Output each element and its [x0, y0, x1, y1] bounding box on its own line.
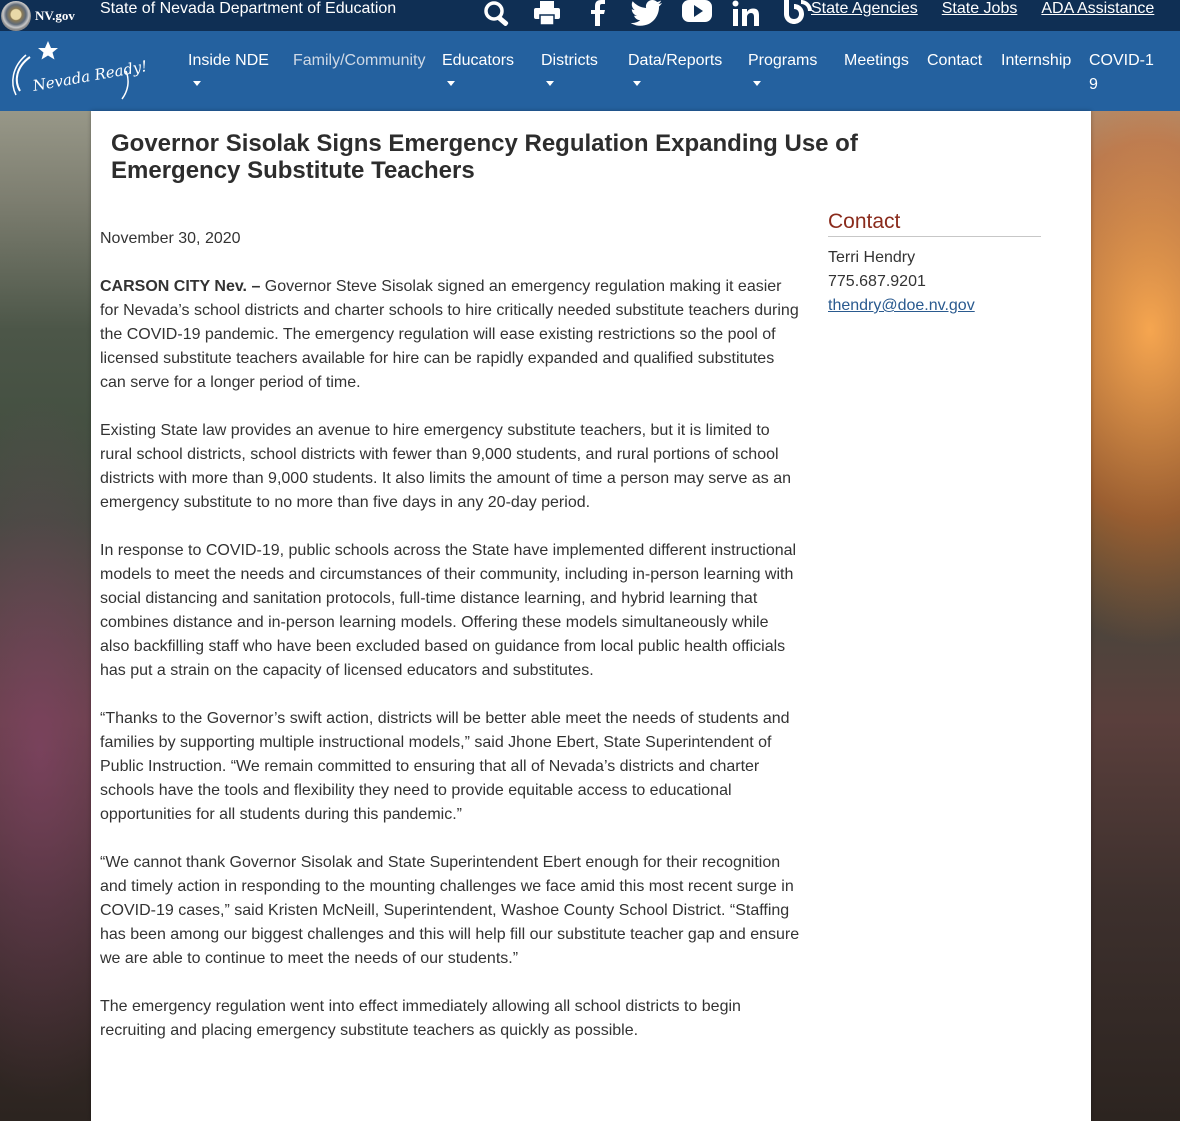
nav-meetings[interactable]: [844, 49, 909, 73]
youtube-icon[interactable]: [672, 0, 722, 26]
nav-covid-19[interactable]: [1089, 49, 1159, 97]
facebook-icon[interactable]: [572, 0, 622, 26]
article-paragraph: “We cannot thank Governor Sisolak and State Superintendent Ebert enough for their recognition and timely action in responding to the mounting challenges we face amid this most recent surge in COVID-19 cases,” said Kristen McNeill, Superintendent, Washoe County School District. “Staffing has been among our biggest challenges and this will help fill our substitute teacher gap and ensure we are able to continue to meet the needs of our students.”: [100, 854, 800, 967]
search-icon[interactable]: [472, 0, 522, 26]
article-paragraph: “Thanks to the Governor’s swift action, districts will be better able meet the needs of students and families by supporting multiple instructional models,” said Jhone Ebert, State Superintendent of Public Instruction. “We remain committed to ensuring that all of Nevada’s districts and charter schools have the tools and flexibility they need to provide equitable access to educational opportunities for all students during this pandemic.”: [100, 710, 790, 823]
twitter-icon[interactable]: [622, 0, 672, 26]
nav-label: Contact: [927, 52, 983, 69]
top-bar: [0, 0, 1180, 31]
agency-title[interactable]: State of Nevada Department of Education: [100, 0, 397, 17]
contact-email-link[interactable]: thendry@doe.nv.gov: [828, 297, 975, 314]
caret-down-icon: [546, 81, 554, 86]
lead-paragraph: [100, 275, 800, 395]
contact-heading: Contact: [828, 209, 1041, 237]
main-nav: [0, 31, 1180, 111]
caret-down-icon: [447, 81, 455, 86]
logo-text: Nevada Ready!: [31, 57, 149, 95]
nevada-ready-logo[interactable]: [8, 41, 149, 103]
nav-family-community[interactable]: [293, 49, 425, 73]
nav-label: Educators: [442, 52, 515, 69]
lead-text: Governor Steve Sisolak signed an emergency regulation making it easier for Nevada’s school districts and charter schools to hire critically needed substitute teachers during the COVID-19 pandemic. The emergency regulation will ease existing restrictions so the pool of licensed substitute teachers available for hire can be rapidly expanded and qualified substitutes can serve for a longer period of time.: [100, 278, 799, 391]
article-paragraph: Existing State law provides an avenue to hire emergency substitute teachers, but it is limited to rural school districts, school districts with fewer than 9,000 students, and rural portions of school districts with more than 9,000 students. It also limits the amount of time a person may serve as an emergency substitute to no more than five days in any 20-day period.: [100, 422, 791, 511]
state-agencies-link[interactable]: State Agencies: [811, 0, 918, 17]
nav-internship[interactable]: [1001, 49, 1071, 73]
caret-down-icon: [753, 81, 761, 86]
article-paragraph: The emergency regulation went into effect immediately allowing all school districts to begin recruiting and placing emergency substitute teachers as quickly as possible.: [100, 998, 741, 1039]
nav-label: Districts: [541, 52, 598, 69]
nav-label: Programs: [748, 52, 818, 69]
linkedin-icon[interactable]: [722, 0, 772, 26]
article-paragraph: In response to COVID-19, public schools across the State have implemented different instructional models to meet the needs and circumstances of their community, including in-person learning with social distancing and sanitation protocols, full-time distance learning, and hybrid learning that combines distance and in-person learning models. Offering these models simultaneously while also backfilling staff who have been excluded based on guidance from local public health officials has put a strain on the capacity of licensed educators and substitutes.: [100, 542, 797, 679]
nav-programs[interactable]: [748, 49, 817, 86]
nav-label: Data/Reports: [628, 52, 723, 69]
utility-icons: [472, 0, 822, 28]
nav-data-reports[interactable]: [628, 49, 722, 86]
contact-sidebar: [828, 209, 1041, 318]
nav-label: COVID-19: [1089, 52, 1154, 93]
nvgov-label: NV.gov: [35, 7, 75, 23]
nevada-seal-icon: [1, 1, 31, 31]
caret-down-icon: [193, 81, 201, 86]
press-release-body: [100, 227, 800, 1067]
state-jobs-link[interactable]: State Jobs: [941, 0, 1018, 17]
ada-assistance-link[interactable]: ADA Assistance: [1041, 0, 1155, 17]
nav-districts[interactable]: [541, 49, 598, 86]
nav-contact[interactable]: [927, 49, 982, 73]
nav-label: Family/Community: [293, 52, 426, 69]
utility-links: [811, 0, 1154, 18]
article-date: November 30, 2020: [100, 230, 241, 247]
nvgov-link[interactable]: [0, 0, 75, 31]
print-icon[interactable]: [522, 0, 572, 26]
nav-educators[interactable]: [442, 49, 514, 86]
content-panel: [91, 111, 1091, 1121]
dateline: CARSON CITY Nev. –: [100, 278, 261, 295]
contact-name: Terri Hendry: [828, 249, 916, 266]
nav-label: Inside NDE: [188, 52, 269, 69]
caret-down-icon: [633, 81, 641, 86]
nav-label: Meetings: [844, 52, 909, 69]
nav-label: Internship: [1001, 52, 1072, 69]
contact-phone: 775.687.9201: [828, 273, 926, 290]
page-title: Governor Sisolak Signs Emergency Regulation Expanding Use of Emergency Substitute Teachers: [111, 130, 858, 184]
nav-inside-nde[interactable]: [188, 49, 269, 86]
